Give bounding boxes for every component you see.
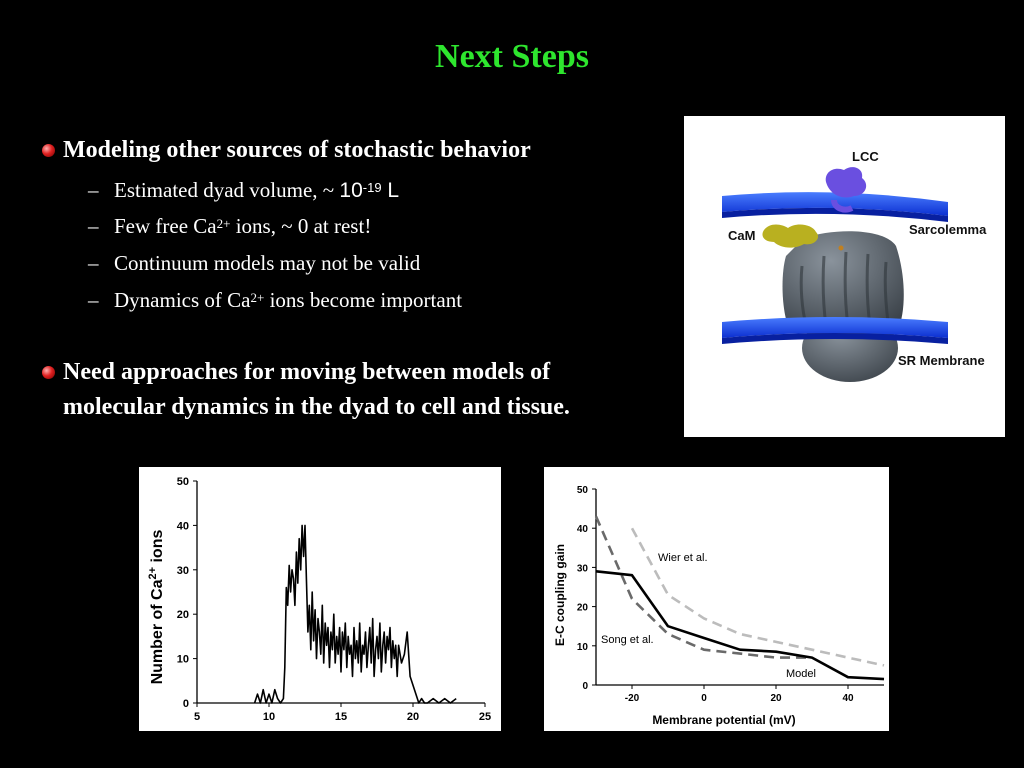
label-sr-membrane: SR Membrane [898, 353, 985, 368]
x-tick-label: 20 [770, 693, 782, 704]
ca-ions-chart [139, 467, 501, 731]
x-tick-label: 5 [193, 711, 201, 723]
subitem-text: Continuum models may not be valid [114, 251, 421, 275]
label-cam: CaM [728, 228, 756, 243]
label-sarcolemma: Sarcolemma [909, 222, 987, 237]
y-axis-label-main: Number of Ca [149, 579, 166, 685]
x-tick-label: 20 [406, 711, 420, 723]
dash: – [88, 251, 99, 275]
y-tick-label: 30 [576, 563, 588, 575]
ca-ions-chart-svg [139, 467, 501, 731]
x-tick-label: -20 [624, 693, 640, 704]
x-tick-label: 0 [701, 693, 707, 704]
y-tick-label: 20 [576, 602, 588, 614]
x-tick-label: 15 [334, 711, 348, 723]
subitem-text-tail: ions become important [264, 288, 463, 312]
subitem-text: Dynamics of Ca [114, 288, 251, 312]
bullet-text-line1: Need approaches for moving between models of [63, 359, 551, 385]
series-line-0 [632, 528, 884, 665]
y-tick-label: 50 [176, 476, 189, 488]
subitem-text: Few free Ca [114, 214, 217, 238]
x-tick-label: 25 [478, 711, 492, 723]
subitem-text-tail: ions, ~ 0 at rest! [230, 214, 372, 238]
volume-exponent: -19 [362, 180, 382, 195]
series-line-0 [255, 525, 457, 703]
calcium-ion [839, 246, 844, 251]
y-tick-label: 10 [576, 641, 588, 653]
y-tick-label: 50 [576, 485, 588, 496]
y-tick-label: 40 [176, 520, 189, 533]
slide-title: Next Steps [435, 38, 589, 75]
x-axis-label: Membrane potential (mV) [652, 713, 796, 727]
bullet-text-line2: molecular dynamics in the dyad to cell and tissue. [63, 394, 570, 420]
legend-song: Song et al. [601, 634, 654, 646]
y-tick-label: 0 [582, 681, 588, 692]
legend-wier: Wier et al. [658, 552, 708, 564]
y-tick-label: 20 [176, 609, 189, 622]
y-tick-label: 10 [176, 653, 189, 666]
charge-superscript: 2+ [250, 290, 265, 305]
x-tick-label: 40 [842, 693, 854, 704]
dash: – [88, 288, 99, 312]
y-axis-label [147, 530, 166, 685]
y-axis-label-sup: 2+ [147, 566, 159, 580]
y-axis-label: E-C coupling gain [553, 544, 567, 646]
dyad-structure-svg [684, 116, 1005, 437]
x-tick-label: 10 [262, 711, 276, 723]
y-tick-label: 30 [176, 564, 189, 577]
volume-number: 10 [339, 179, 363, 202]
dash: – [88, 178, 99, 202]
subitem-text: Estimated dyad volume, ~ [114, 178, 340, 202]
series-line-2 [596, 571, 884, 679]
volume-unit: L [381, 179, 400, 202]
ec-gain-chart-svg [544, 467, 889, 731]
dash: – [88, 214, 99, 238]
dyad-structure-figure [684, 116, 1005, 437]
bullet-ball-icon [42, 366, 55, 379]
legend-model: Model [786, 668, 816, 680]
label-lcc: LCC [852, 149, 879, 164]
ec-gain-chart [544, 467, 889, 731]
y-tick-label: 40 [576, 524, 588, 536]
y-axis-label-tail: ions [149, 529, 166, 567]
charge-superscript: 2+ [216, 216, 231, 231]
bullet-ball-icon [42, 144, 55, 157]
bullet-text: Modeling other sources of stochastic behavior [63, 137, 531, 163]
y-tick-label: 0 [182, 698, 189, 710]
